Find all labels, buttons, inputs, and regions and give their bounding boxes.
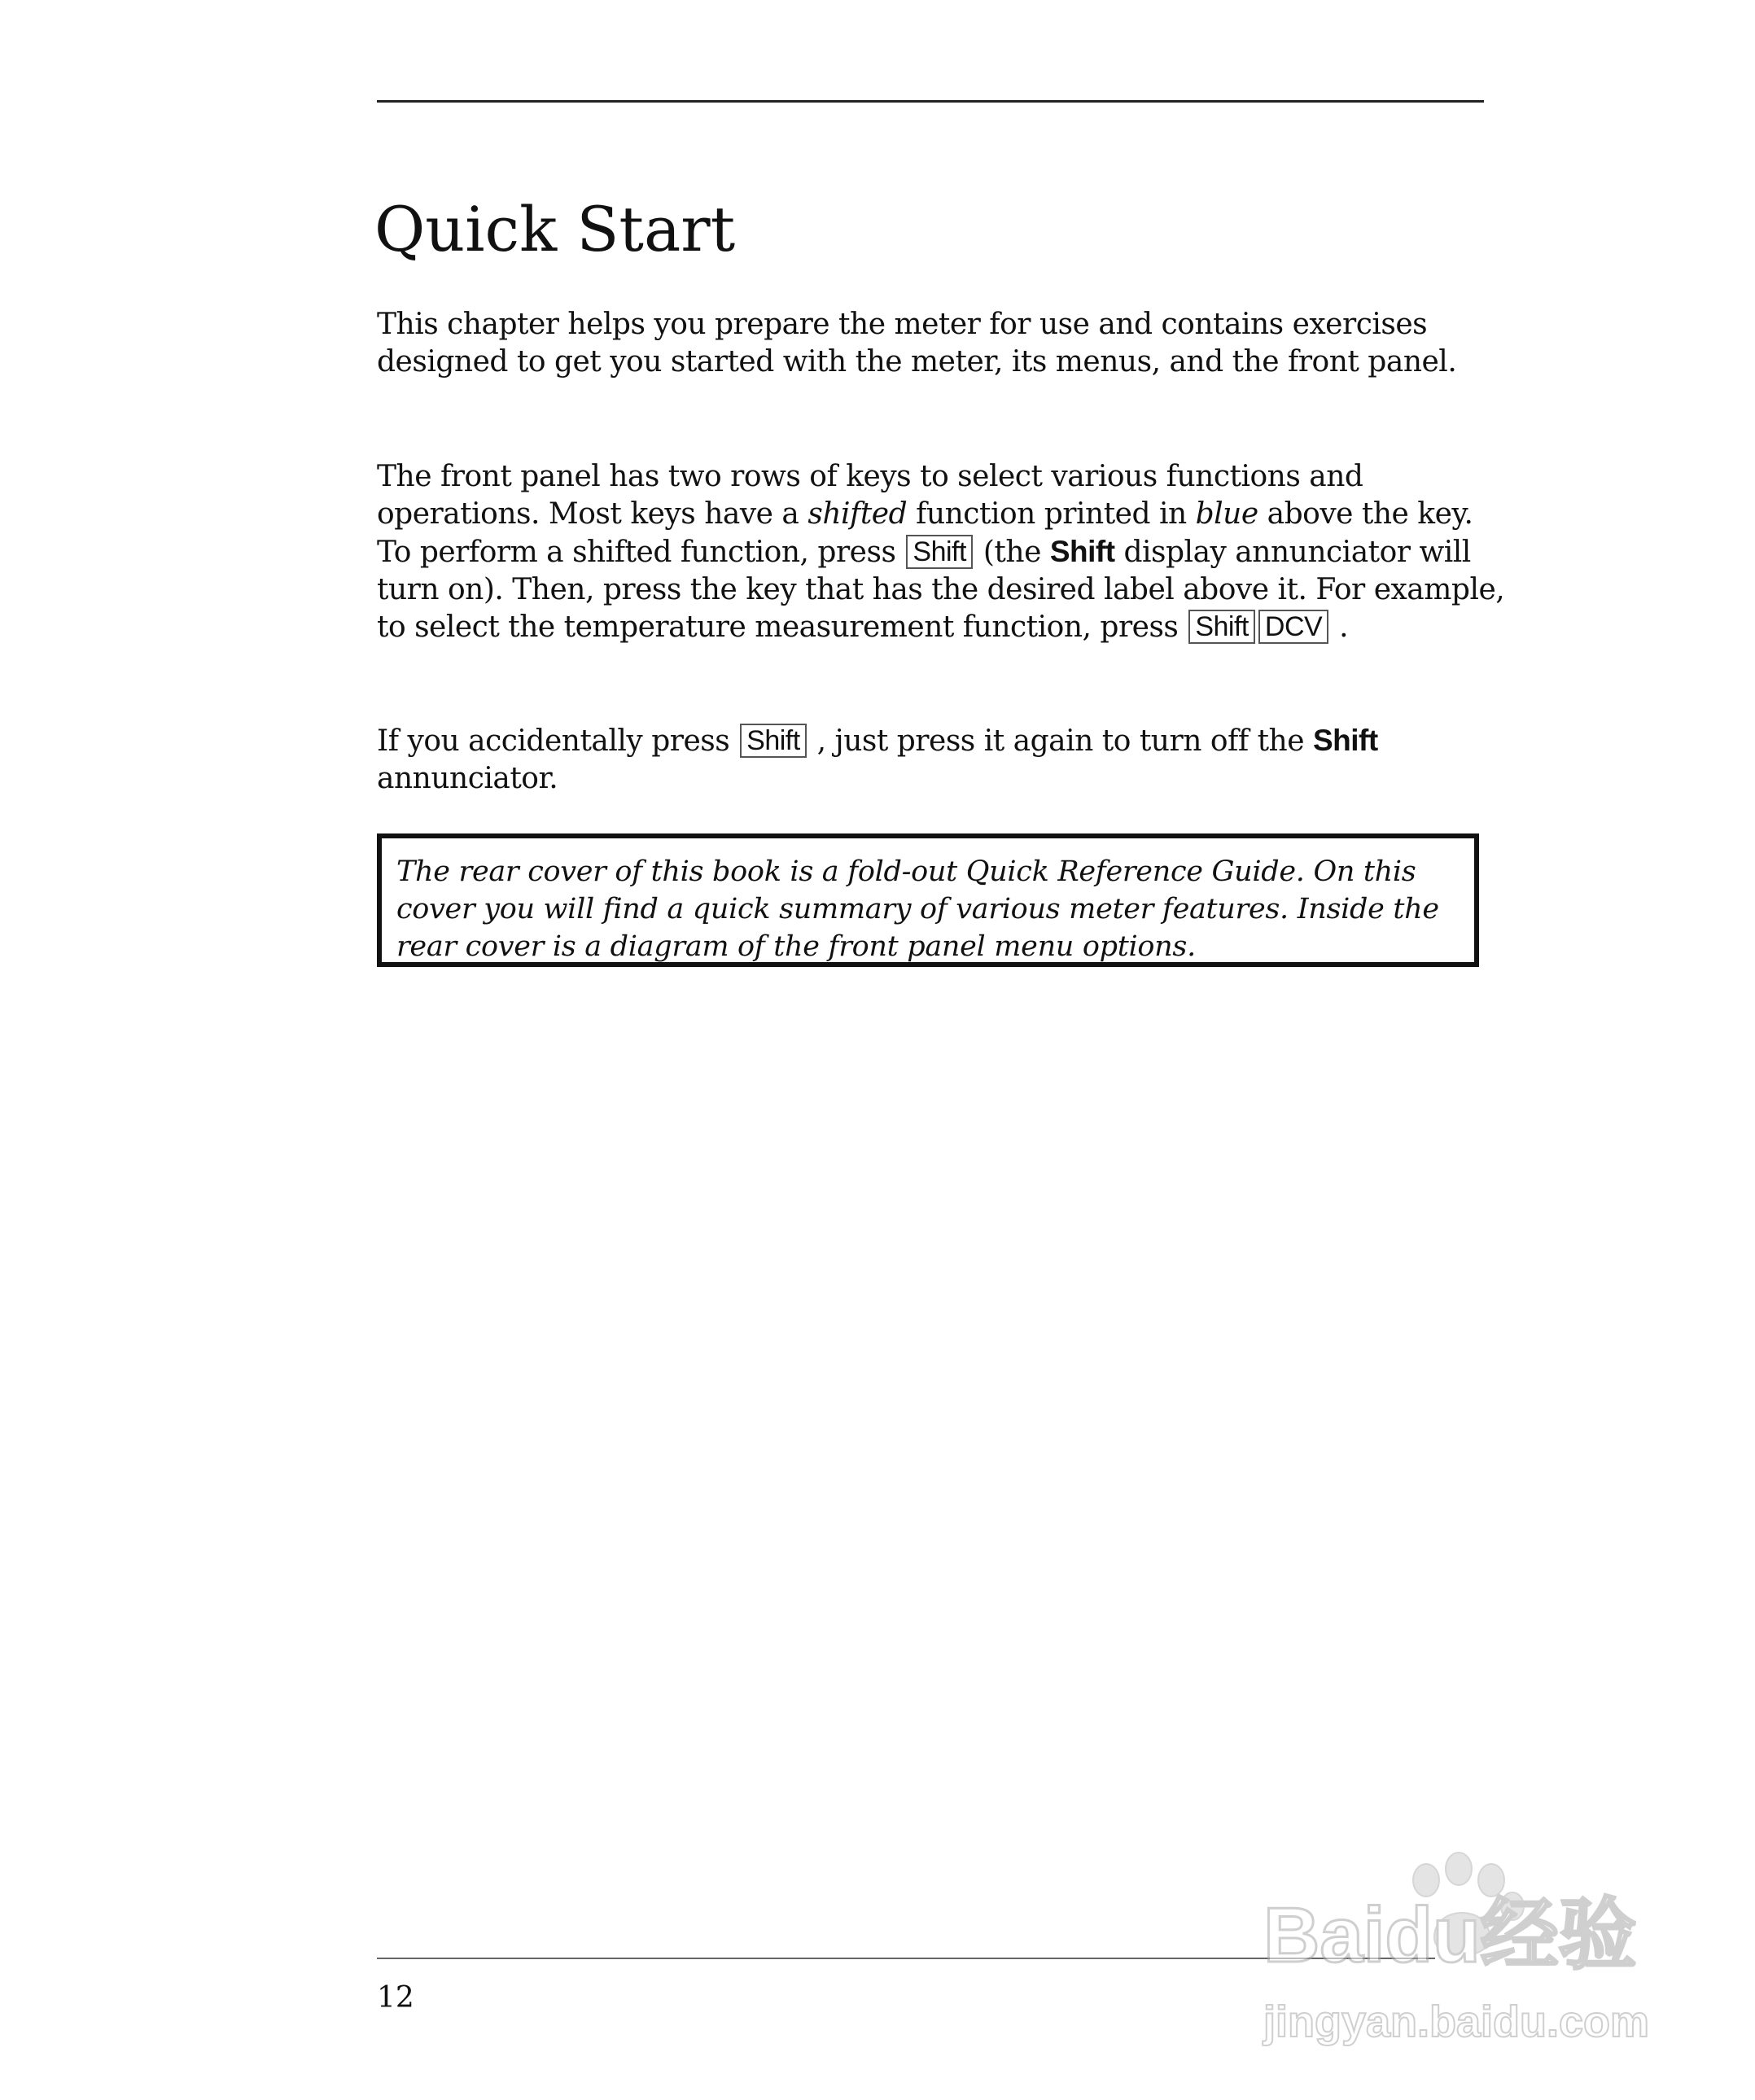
front-panel-paragraph [377, 458, 1508, 646]
accidental-shift-paragraph [377, 722, 1508, 798]
page-number: 12 [377, 1981, 414, 2015]
shift-key-label: Shift [906, 535, 973, 569]
watermark-url: jingyan.baidu.com [1263, 1997, 1650, 2046]
text-run: , just press it again to turn off the [807, 724, 1313, 758]
shift-annunciator-label: Shift [1313, 724, 1378, 757]
header-rule [377, 100, 1484, 103]
emphasis-blue: blue [1195, 497, 1258, 531]
text-run: above the key. To perform a shifted function, press [377, 497, 1473, 569]
baidu-watermark [1254, 1848, 1677, 2067]
text-run: If you accidentally press [377, 724, 739, 758]
text-run: (the [974, 536, 1050, 569]
note-text: The rear cover of this book is a fold-out Quick Reference Guide. On this cover you will find a quick summary of various meter features. Inside the rear cover is a diagram of the front panel menu options. [396, 855, 1439, 963]
watermark-brand: Baidu经验 [1263, 1892, 1637, 1979]
text-run: annunciator. [377, 762, 558, 795]
text-run: The front panel has two rows of keys to select various functions and operations. Most keys have a [377, 460, 1363, 531]
dcv-key-label: DCV [1258, 610, 1328, 644]
emphasis-shifted: shifted [807, 497, 908, 531]
text-run: . [1330, 610, 1349, 644]
intro-paragraph: This chapter helps you prepare the meter for use and contains exercises designed to get you started with the meter, its menus, and the front panel. [377, 308, 1457, 378]
note-box [377, 833, 1479, 967]
shift-key-label: Shift [1188, 610, 1255, 644]
text-run: display annunciator will turn on). Then, press the key that has the desired label above it. For example, to select the temperature measurement function, press [377, 536, 1505, 644]
page-title: Quick Start [374, 193, 736, 265]
text-run: function printed in [907, 497, 1196, 531]
shift-annunciator-label: Shift [1049, 535, 1115, 568]
shift-key-label: Shift [740, 724, 807, 758]
